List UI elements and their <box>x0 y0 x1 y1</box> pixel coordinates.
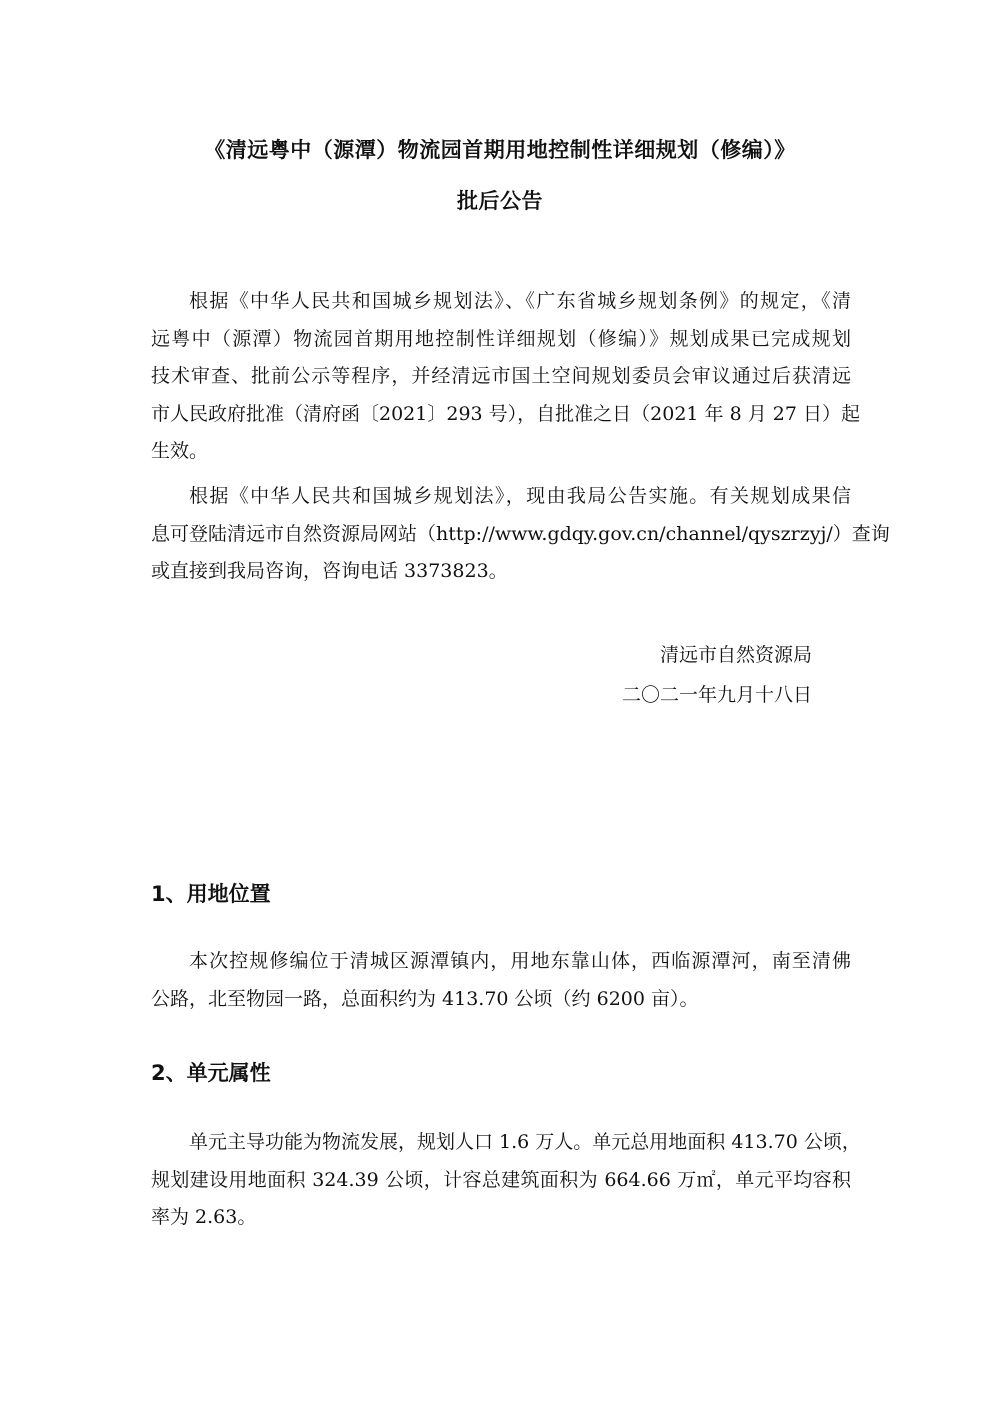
paragraph-line: 规划建设用地面积 324.39 公顷，计容总建筑面积为 664.66 万㎡，单元平均容积 <box>151 1168 851 1191</box>
paragraph-line: 单元主导功能为物流发展，规划人口 1.6 万人。单元总用地面积 413.70 公顷， <box>189 1131 861 1153</box>
paragraph-line: 或直接到我局咨询，咨询电话 3373823。 <box>151 560 508 582</box>
paragraph-line: 公路，北至物园一路，总面积约为 413.70 公顷（约 6200 亩）。 <box>151 987 699 1010</box>
paragraph-line: 技术审查、批前公示等程序，并经清远市国土空间规划委员会审议通过后获清远 <box>151 365 851 387</box>
paragraph-line: 率为 2.63。 <box>151 1206 257 1228</box>
paragraph-line: 根据《中华人民共和国城乡规划法》，现由我局公告实施。有关规划成果信 <box>189 485 851 507</box>
paragraph-line: 本次控规修编位于清城区源潭镇内，用地东靠山体，西临源潭河，南至清佛 <box>189 950 851 972</box>
section-heading-attributes: 2、单元属性 <box>151 1061 271 1085</box>
paragraph-implementation <box>151 478 890 591</box>
signature-organization: 清远市自然资源局 <box>659 644 812 666</box>
paragraph-location <box>151 943 851 1018</box>
document-title: 《清远粤中（源潭）物流园首期用地控制性详细规划（修编）》 <box>204 138 796 162</box>
paragraph-legal-basis <box>151 283 860 471</box>
paragraph-line: 生效。 <box>151 440 209 462</box>
signature-date: 二〇二一年九月十八日 <box>621 684 812 706</box>
document-subtitle: 批后公告 <box>457 189 543 213</box>
paragraph-line: 市人民政府批准（清府函〔2021〕293 号），自批准之日（2021 年 8 月 27 日）起 <box>151 402 860 425</box>
paragraph-line: 息可登陆清远市自然资源局网站（http://www.gdqy.gov.cn/channel/qyszrzyj/）查询 <box>151 522 890 545</box>
paragraph-attributes <box>151 1124 861 1237</box>
section-heading-location: 1、用地位置 <box>151 882 271 906</box>
paragraph-line: 根据《中华人民共和国城乡规划法》、《广东省城乡规划条例》的规定，《清 <box>189 290 851 312</box>
paragraph-line: 远粤中（源潭）物流园首期用地控制性详细规划（修编）》规划成果已完成规划 <box>151 327 851 350</box>
